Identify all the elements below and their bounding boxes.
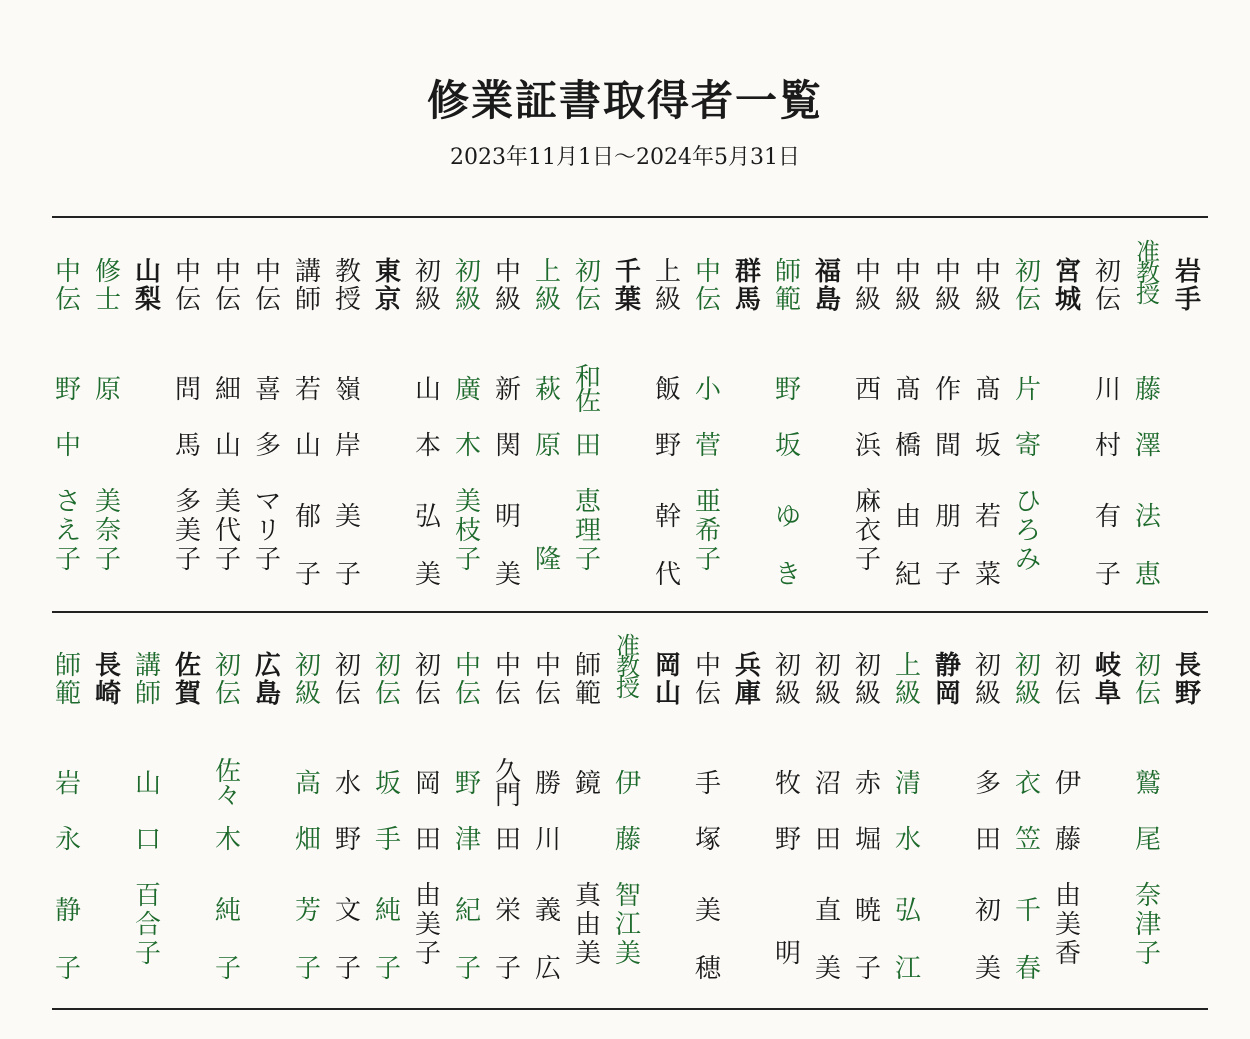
surname-part-2: 坂: [974, 431, 1001, 461]
rank-title: 初 級: [774, 651, 801, 709]
member-entry: [448, 652, 488, 982]
rank-title: 上 級: [894, 651, 921, 709]
member-entry: [1048, 652, 1088, 982]
given-name: 美 代 子: [214, 487, 241, 575]
surname-part-2: 手: [374, 825, 401, 855]
rank-title: 師 範: [574, 651, 601, 709]
surname-part-2: 山: [214, 431, 241, 461]
surname-part-1: 川: [1094, 375, 1121, 405]
surname-part-1: 水: [334, 769, 361, 799]
rank-title: 初 級: [814, 651, 841, 709]
member-entry: [688, 258, 728, 588]
page-title: 修業証書取得者一覧: [426, 76, 823, 125]
member-entry: [208, 258, 248, 588]
surname-part-2: 坂: [774, 431, 801, 461]
middle-rule: [52, 611, 1208, 613]
given-name: 暁 子: [854, 896, 881, 984]
surname-part-2: 野: [654, 431, 681, 461]
prefecture-heading: [1088, 652, 1128, 982]
rank-title: 中 伝: [454, 651, 481, 709]
prefecture-heading: [248, 652, 288, 982]
surname-part-2: 多: [254, 431, 281, 461]
rank-title: 初 伝: [414, 651, 441, 709]
surname-part-2: 堀: [854, 825, 881, 855]
rank-title: 初 級: [974, 651, 1001, 709]
surname-part-2: 水: [894, 825, 921, 855]
prefecture-heading: [728, 652, 768, 982]
rank-title: 教 授: [334, 257, 361, 315]
member-entry: [768, 258, 808, 588]
member-entry: [968, 258, 1008, 588]
surname-part-1: 鏡: [574, 769, 601, 799]
surname-part-1: 高: [294, 769, 321, 799]
given-name: ひ ろ み: [1014, 487, 1041, 575]
rank-title: 初 伝: [1014, 257, 1041, 315]
rank-title: 初 伝: [1134, 651, 1161, 709]
given-name: 千 春: [1014, 896, 1041, 984]
surname-part-2: 尾: [1134, 825, 1161, 855]
rank-title: 初 伝: [1054, 651, 1081, 709]
surname-part-2: 川: [534, 825, 561, 855]
surname-part-2: 菅: [694, 431, 721, 461]
rank-title: 中 伝: [694, 257, 721, 315]
surname-part-1: 清: [894, 769, 921, 799]
surname-part-1: 伊: [614, 769, 641, 799]
surname-part-1: 沼: [814, 769, 841, 799]
rank-title: 中 伝: [174, 257, 201, 315]
surname-part-2: 田: [494, 825, 521, 855]
member-entry: [48, 652, 88, 982]
surname-part-2: 野: [774, 825, 801, 855]
surname-part-1: 西: [854, 375, 881, 405]
prefecture-name: 岩 手: [1174, 257, 1201, 315]
given-name: 弘 江: [894, 896, 921, 984]
prefecture-heading: [1168, 258, 1208, 588]
member-entry: [48, 258, 88, 588]
member-entry: [128, 652, 168, 982]
rank-title: 中 級: [854, 257, 881, 315]
prefecture-heading: [648, 652, 688, 982]
member-entry: [288, 258, 328, 588]
given-name: マ リ 子: [254, 487, 281, 575]
prefecture-heading: [928, 652, 968, 982]
rank-title: 初 級: [454, 257, 481, 315]
rank-title: 師 範: [54, 651, 81, 709]
rank-title: 師 範: [774, 257, 801, 315]
member-entry: [928, 258, 968, 588]
rank-title: 中 伝: [534, 651, 561, 709]
prefecture-name: 千 葉: [614, 257, 641, 315]
prefecture-name: 福 島: [814, 257, 841, 315]
prefecture-name: 東 京: [374, 257, 401, 315]
surname-part-1: 岩: [54, 769, 81, 799]
member-entry: [488, 652, 528, 982]
member-entry: [608, 632, 648, 982]
prefecture-heading: [168, 652, 208, 982]
rank-title: 初 伝: [334, 651, 361, 709]
member-entry: [888, 652, 928, 982]
surname-part-1: 藤: [1134, 375, 1161, 405]
prefecture-name: 岡 山: [654, 651, 681, 709]
prefecture-name: 岐 阜: [1094, 651, 1121, 709]
bottom-rule: [52, 1008, 1208, 1010]
given-name: 多 美 子: [174, 487, 201, 575]
surname-part-2: 野: [334, 825, 361, 855]
given-name: 美 穂: [694, 896, 721, 984]
surname-part-2: 関: [494, 431, 521, 461]
prefecture-heading: [1168, 652, 1208, 982]
prefecture-name: 長 野: [1174, 651, 1201, 709]
surname-part-2: 田: [574, 431, 601, 461]
given-name: 真 由 美: [574, 881, 601, 969]
given-name: 純 子: [214, 896, 241, 984]
surname-part-2: 馬: [174, 431, 201, 461]
surname-part-2: 澤: [1134, 431, 1161, 461]
surname-part-2: 津: [454, 825, 481, 855]
roster-block-1: [48, 238, 1208, 590]
surname-part-2: 田: [814, 825, 841, 855]
given-name: 直 美: [814, 896, 841, 984]
given-name: 智 江 美: [614, 881, 641, 969]
prefecture-heading: [808, 258, 848, 588]
member-entry: [648, 258, 688, 588]
member-entry: [568, 652, 608, 982]
rank-title: 中 級: [934, 257, 961, 315]
surname-part-1: 和 佐: [574, 363, 601, 417]
surname-part-2: 田: [414, 825, 441, 855]
rank-title: 中 級: [494, 257, 521, 315]
surname-part-2: 浜: [854, 431, 881, 461]
rank-title: 准 教 授: [1136, 238, 1160, 308]
given-name: 義 広: [534, 896, 561, 984]
rank-title: 修 士: [94, 257, 121, 315]
surname-part-1: 若: [294, 375, 321, 405]
given-name: 明: [774, 939, 801, 969]
member-entry: [688, 652, 728, 982]
rank-title: 中 伝: [54, 257, 81, 315]
surname-part-1: 飯: [654, 375, 681, 405]
prefecture-name: 群 馬: [734, 257, 761, 315]
surname-part-1: 伊: [1054, 769, 1081, 799]
prefecture-heading: [88, 652, 128, 982]
member-entry: [88, 258, 128, 588]
surname-part-2: 岸: [334, 431, 361, 461]
given-name: 静 子: [54, 896, 81, 984]
member-entry: [408, 258, 448, 588]
rank-title: 講 師: [134, 651, 161, 709]
surname-part-1: 坂: [374, 769, 401, 799]
given-name: 栄 子: [494, 896, 521, 984]
member-entry: [1128, 238, 1168, 590]
prefecture-name: 山 梨: [134, 257, 161, 315]
surname-part-2: 中: [54, 431, 81, 461]
surname-part-2: 寄: [1014, 431, 1041, 461]
rank-title: 初 伝: [374, 651, 401, 709]
surname-part-1: 野: [774, 375, 801, 405]
surname-part-1: 萩: [534, 375, 561, 405]
prefecture-heading: [728, 258, 768, 588]
surname-part-1: 久 門: [494, 757, 521, 811]
surname-part-1: 山: [414, 375, 441, 405]
surname-part-2: 村: [1094, 431, 1121, 461]
surname-part-1: 佐 々: [214, 757, 241, 811]
rank-title: 講 師: [294, 257, 321, 315]
surname-part-1: 細: [214, 375, 241, 405]
member-entry: [848, 258, 888, 588]
prefecture-name: 佐 賀: [174, 651, 201, 709]
rank-title: 初 級: [1014, 651, 1041, 709]
given-name: 若 菜: [974, 502, 1001, 590]
surname-part-1: 喜: [254, 375, 281, 405]
given-name: 幹 代: [654, 502, 681, 590]
surname-part-1: 赤: [854, 769, 881, 799]
prefecture-name: 宮 城: [1054, 257, 1081, 315]
given-name: 紀 子: [454, 896, 481, 984]
member-entry: [408, 652, 448, 982]
surname-part-2: 口: [134, 825, 161, 855]
rank-title: 中 級: [894, 257, 921, 315]
surname-part-2: 間: [934, 431, 961, 461]
given-name: 奈 津 子: [1134, 881, 1161, 969]
member-entry: [168, 258, 208, 588]
rank-title: 初 級: [414, 257, 441, 315]
surname-part-1: 嶺: [334, 375, 361, 405]
top-rule: [52, 216, 1208, 218]
surname-part-1: 原: [94, 375, 121, 405]
rank-title: 中 伝: [254, 257, 281, 315]
given-name: 由 美 香: [1054, 881, 1081, 969]
rank-title: 初 級: [294, 651, 321, 709]
member-entry: [848, 652, 888, 982]
given-name: 美 枝 子: [454, 487, 481, 575]
given-name: 恵 理 子: [574, 487, 601, 575]
prefecture-heading: [128, 258, 168, 588]
surname-part-1: 野: [454, 769, 481, 799]
member-entry: [208, 652, 248, 982]
given-name: 亜 希 子: [694, 487, 721, 575]
given-name: 芳 子: [294, 896, 321, 984]
surname-part-2: 山: [294, 431, 321, 461]
rank-title: 中 伝: [694, 651, 721, 709]
prefecture-name: 静 岡: [934, 651, 961, 709]
given-name: ゆ き: [774, 502, 801, 590]
member-entry: [368, 652, 408, 982]
surname-part-1: 野: [54, 375, 81, 405]
surname-part-1: 手: [694, 769, 721, 799]
member-entry: [328, 652, 368, 982]
surname-part-1: 髙: [974, 375, 1001, 405]
member-entry: [808, 652, 848, 982]
member-entry: [528, 258, 568, 588]
surname-part-1: 新: [494, 375, 521, 405]
surname-part-1: 髙: [894, 375, 921, 405]
surname-part-2: 永: [54, 825, 81, 855]
member-entry: [288, 652, 328, 982]
member-entry: [968, 652, 1008, 982]
given-name: 明 美: [494, 502, 521, 590]
surname-part-1: 作: [934, 375, 961, 405]
rank-title: 上 級: [654, 257, 681, 315]
rank-title: 中 伝: [214, 257, 241, 315]
prefecture-heading: [608, 258, 648, 588]
given-name: 郁 子: [294, 502, 321, 590]
surname-part-1: 衣: [1014, 769, 1041, 799]
member-entry: [888, 258, 928, 588]
surname-part-2: 塚: [694, 825, 721, 855]
surname-part-2: 笠: [1014, 825, 1041, 855]
surname-part-1: 問: [174, 375, 201, 405]
surname-part-1: 鷲: [1134, 769, 1161, 799]
given-name: 麻 衣 子: [854, 487, 881, 575]
surname-part-2: 藤: [614, 825, 641, 855]
surname-part-1: 勝: [534, 769, 561, 799]
surname-part-1: 廣: [454, 375, 481, 405]
given-name: 純 子: [374, 896, 401, 984]
given-name: 美 子: [334, 502, 361, 590]
given-name: 百 合 子: [134, 881, 161, 969]
given-name: 隆: [534, 545, 561, 575]
prefecture-heading: [1048, 258, 1088, 588]
period-label: 2023年11月1日～2024年5月31日: [450, 145, 800, 170]
given-name: 弘 美: [414, 502, 441, 590]
surname-part-1: 小: [694, 375, 721, 405]
surname-part-2: 木: [214, 825, 241, 855]
given-name: さ え 子: [54, 487, 81, 575]
surname-part-2: 木: [454, 431, 481, 461]
rank-title: 上 級: [534, 257, 561, 315]
surname-part-1: 牧: [774, 769, 801, 799]
prefecture-heading: [368, 258, 408, 588]
given-name: 初 美: [974, 896, 1001, 984]
surname-part-1: 山: [134, 769, 161, 799]
surname-part-1: 片: [1014, 375, 1041, 405]
prefecture-name: 広 島: [254, 651, 281, 709]
rank-title: 初 伝: [574, 257, 601, 315]
surname-part-2: 田: [974, 825, 1001, 855]
member-entry: [768, 652, 808, 982]
surname-part-2: 藤: [1054, 825, 1081, 855]
rank-title: 中 級: [974, 257, 1001, 315]
member-entry: [448, 258, 488, 588]
member-entry: [1008, 652, 1048, 982]
surname-part-2: 原: [534, 431, 561, 461]
surname-part-2: 橋: [894, 431, 921, 461]
rank-title: 中 伝: [494, 651, 521, 709]
member-entry: [1088, 258, 1128, 588]
surname-part-2: 本: [414, 431, 441, 461]
given-name: 文 子: [334, 896, 361, 984]
given-name: 法 恵: [1134, 502, 1161, 590]
given-name: 美 奈 子: [94, 487, 121, 575]
member-entry: [328, 258, 368, 588]
rank-title: 初 伝: [1094, 257, 1121, 315]
given-name: 有 子: [1094, 502, 1121, 590]
surname-part-1: 多: [974, 769, 1001, 799]
rank-title: 准 教 授: [616, 632, 640, 702]
surname-part-1: 岡: [414, 769, 441, 799]
rank-title: 初 伝: [214, 651, 241, 709]
member-entry: [488, 258, 528, 588]
member-entry: [248, 258, 288, 588]
member-entry: [568, 258, 608, 588]
member-entry: [1008, 258, 1048, 588]
rank-title: 初 級: [854, 651, 881, 709]
given-name: 朋 子: [934, 502, 961, 590]
given-name: 由 紀: [894, 502, 921, 590]
roster-block-2: [48, 632, 1208, 984]
surname-part-2: 畑: [294, 825, 321, 855]
given-name: 由 美 子: [414, 881, 441, 969]
member-entry: [528, 652, 568, 982]
prefecture-name: 長 崎: [94, 651, 121, 709]
member-entry: [1128, 652, 1168, 982]
prefecture-name: 兵 庫: [734, 651, 761, 709]
